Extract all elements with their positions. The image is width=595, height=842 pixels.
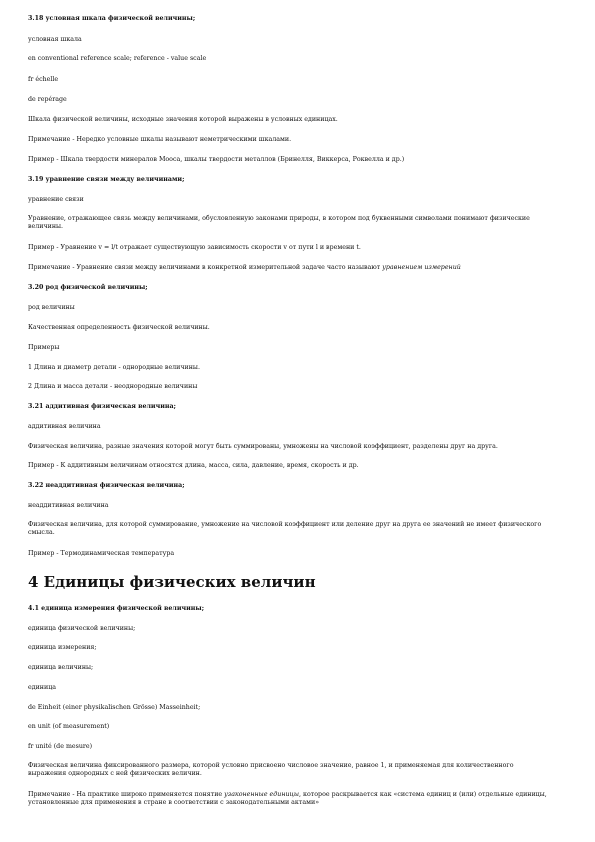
term: единица величины; [28,664,94,671]
example-1: 1 Длина и диаметр детали - однородные величины. [28,364,200,371]
term-de: de repérage [28,96,67,103]
example: Пример - Уравнение v = l/t отражает существующую зависимость скорости v от пути l и времени t. [28,244,361,251]
definition: Физическая величина, для которой суммирование, умножение на числовой коэффициент или деление друг на друга ее значений не имеет физического смысла. [28,521,542,537]
note-text: Примечание - Уравнение связи между величинами в конкретной измерительной задаче часто называют [28,264,383,271]
term: условная шкала [28,36,82,43]
chapter-heading: 4 Единицы физических величин [28,573,316,591]
section-heading-3-22: 3.22 неаддитивная физическая величина; [28,482,185,489]
examples-title: Примеры [28,344,60,351]
example: Пример - Термодинамическая температура [28,550,175,557]
section-heading-3-18: 3.18 условная шкала физической величины; [28,15,196,22]
term-en: en conventional reference scale; reference - value scale [28,55,207,62]
definition: Физическая величина, разные значения которой могут быть суммированы, умножены на числовой коэффициент, разделены друг на друга. [28,443,498,450]
note: Примечание - Нередко условные шкалы называют неметрическими шкалами. [28,136,292,143]
note-text-end: , которое раскрывается как «система единиц и (или) отдельные единицы, установленные для применения в стране в соответствии с законодательными актами» [28,791,547,807]
section-heading-3-19: 3.19 уравнение связи между величинами; [28,176,185,183]
note-text: Примечание - На практике широко применяется понятие [28,791,225,798]
term: род величины [28,304,75,311]
term: единица физической величины; [28,625,136,632]
definition: Уравнение, отражающее связь между величинами, обусловленную законами природы, в котором под буквенными символами понимают физические величины. [28,215,530,231]
definition: Качественная определенность физической величины. [28,324,210,331]
term-fr: fr échelle [28,76,59,83]
example: Пример - Шкала твердости минералов Мооса, шкалы твердости металлов (Бринелля, Виккерса, Роквелла и др.) [28,156,405,163]
note-emphasis: узаконенные единицы [224,791,300,798]
term: единица [28,684,56,691]
definition: Физическая величина фиксированного размера, которой условно присвоено числовое значение, равное 1, и применяемая для количественного выражения однородных с ней физических величин. [28,762,514,778]
section-heading-3-20: 3.20 род физической величины; [28,284,148,291]
note [28,791,558,807]
term-de: de Einheit (einer physikalischen Grösse) Masseinheit; [28,704,201,711]
term: неаддитивная величина [28,502,109,509]
term-en: en unit (of measurement) [28,723,110,730]
term: уравнение связи [28,196,84,203]
example: Пример - К аддитивным величинам относятся длина, масса, сила, давление, время, скорость и др. [28,462,359,469]
definition: Шкала физической величины, исходные значения которой выражены в условных единицах. [28,116,338,123]
section-heading-3-21: 3.21 аддитивная физическая величина; [28,403,176,410]
term-fr: fr unité (de mesure) [28,743,93,750]
example-2: 2 Длина и масса детали - неоднородные величины [28,383,198,390]
term: аддитивная величина [28,423,101,430]
term: единица измерения; [28,644,97,651]
section-heading-4-1: 4.1 единица измерения физической величины; [28,605,205,612]
note-emphasis: уравнением измерений [382,264,461,271]
note [28,264,461,272]
